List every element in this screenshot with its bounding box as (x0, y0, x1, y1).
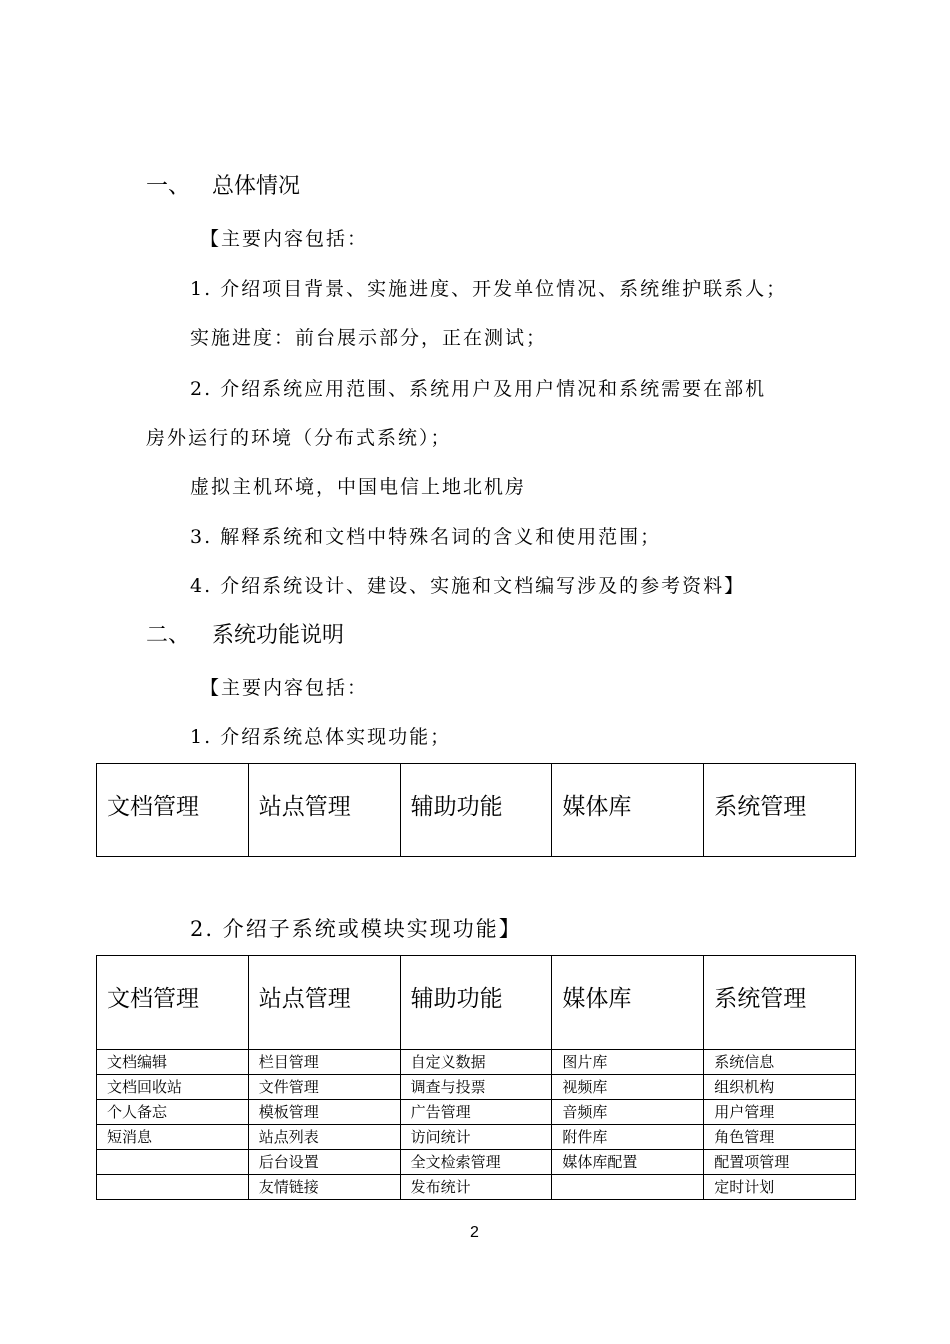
section2-number: 二、 (146, 623, 191, 648)
submodule-cell (97, 1150, 249, 1175)
section1-item1: 1. 介绍项目背景、实施进度、开发单位情况、系统维护联系人； (190, 278, 788, 300)
submodule-cell: 文档回收站 (97, 1075, 249, 1100)
table-row (97, 1125, 856, 1150)
submodule-cell: 音频库 (552, 1100, 704, 1125)
section1-title: 总体情况 (212, 174, 301, 199)
submodule-cell: 用户管理 (704, 1100, 856, 1125)
submodule-cell: 视频库 (552, 1075, 704, 1100)
submodule-cell: 组织机构 (704, 1075, 856, 1100)
submodule-cell (97, 1175, 249, 1200)
submodule-cell: 自定义数据 (400, 1050, 552, 1075)
section2-intro: 【主要内容包括： (200, 677, 369, 699)
table-row (97, 1075, 856, 1100)
submodule-cell: 访问统计 (400, 1125, 552, 1150)
submodule-cell: 模板管理 (248, 1100, 400, 1125)
section1-item2-line2: 房外运行的环境（分布式系统）； (146, 427, 452, 449)
submodule-cell: 媒体库配置 (552, 1150, 704, 1175)
module-cell: 系统管理 (704, 764, 856, 857)
module-header-cell: 系统管理 (704, 956, 856, 1050)
submodule-cell: 定时计划 (704, 1175, 856, 1200)
module-cell: 媒体库 (552, 764, 704, 857)
submodule-cell: 栏目管理 (248, 1050, 400, 1075)
submodule-cell (552, 1175, 704, 1200)
submodule-cell: 图片库 (552, 1050, 704, 1075)
submodules-header-table (96, 955, 856, 1050)
submodule-cell: 友情链接 (248, 1175, 400, 1200)
submodule-cell: 发布统计 (400, 1175, 552, 1200)
submodule-cell: 附件库 (552, 1125, 704, 1150)
submodules-header-row (97, 956, 856, 1050)
module-cell: 文档管理 (97, 764, 249, 857)
table-row (97, 1100, 856, 1125)
section1-note2: 虚拟主机环境，中国电信上地北机房 (190, 476, 527, 498)
section1-number: 一、 (146, 174, 191, 199)
table-row (97, 1150, 856, 1175)
section2-title: 系统功能说明 (212, 623, 345, 648)
table-row (97, 1175, 856, 1200)
section1-item2-line1: 2. 介绍系统应用范围、系统用户及用户情况和系统需要在部机 (190, 378, 767, 400)
submodule-cell: 调查与投票 (400, 1075, 552, 1100)
submodule-cell: 角色管理 (704, 1125, 856, 1150)
submodule-cell: 文档编辑 (97, 1050, 249, 1075)
submodule-cell: 站点列表 (248, 1125, 400, 1150)
submodules-table (96, 1049, 856, 1200)
submodule-cell: 广告管理 (400, 1100, 552, 1125)
module-cell: 辅助功能 (400, 764, 552, 857)
section1-intro: 【主要内容包括： (200, 228, 369, 250)
section2-item1: 1. 介绍系统总体实现功能； (190, 726, 452, 748)
page-number: 2 (470, 1224, 479, 1241)
module-header-cell: 辅助功能 (400, 956, 552, 1050)
module-header-cell: 媒体库 (552, 956, 704, 1050)
submodule-cell: 短消息 (97, 1125, 249, 1150)
modules-row (97, 764, 856, 857)
submodule-cell: 系统信息 (704, 1050, 856, 1075)
submodule-cell: 全文检索管理 (400, 1150, 552, 1175)
section1-item3: 3. 解释系统和文档中特殊名词的含义和使用范围； (190, 526, 662, 548)
submodule-cell: 配置项管理 (704, 1150, 856, 1175)
submodule-cell: 后台设置 (248, 1150, 400, 1175)
module-header-cell: 文档管理 (97, 956, 249, 1050)
submodule-cell: 个人备忘 (97, 1100, 249, 1125)
submodule-cell: 文件管理 (248, 1075, 400, 1100)
table-row (97, 1050, 856, 1075)
modules-table (96, 763, 856, 857)
module-cell: 站点管理 (248, 764, 400, 857)
module-header-cell: 站点管理 (248, 956, 400, 1050)
section2-item2: 2. 介绍子系统或模块实现功能】 (190, 917, 522, 941)
section1-item4: 4. 介绍系统设计、建设、实施和文档编写涉及的参考资料】 (190, 575, 746, 597)
section1-note1: 实施进度：前台展示部分，正在测试； (190, 327, 548, 349)
